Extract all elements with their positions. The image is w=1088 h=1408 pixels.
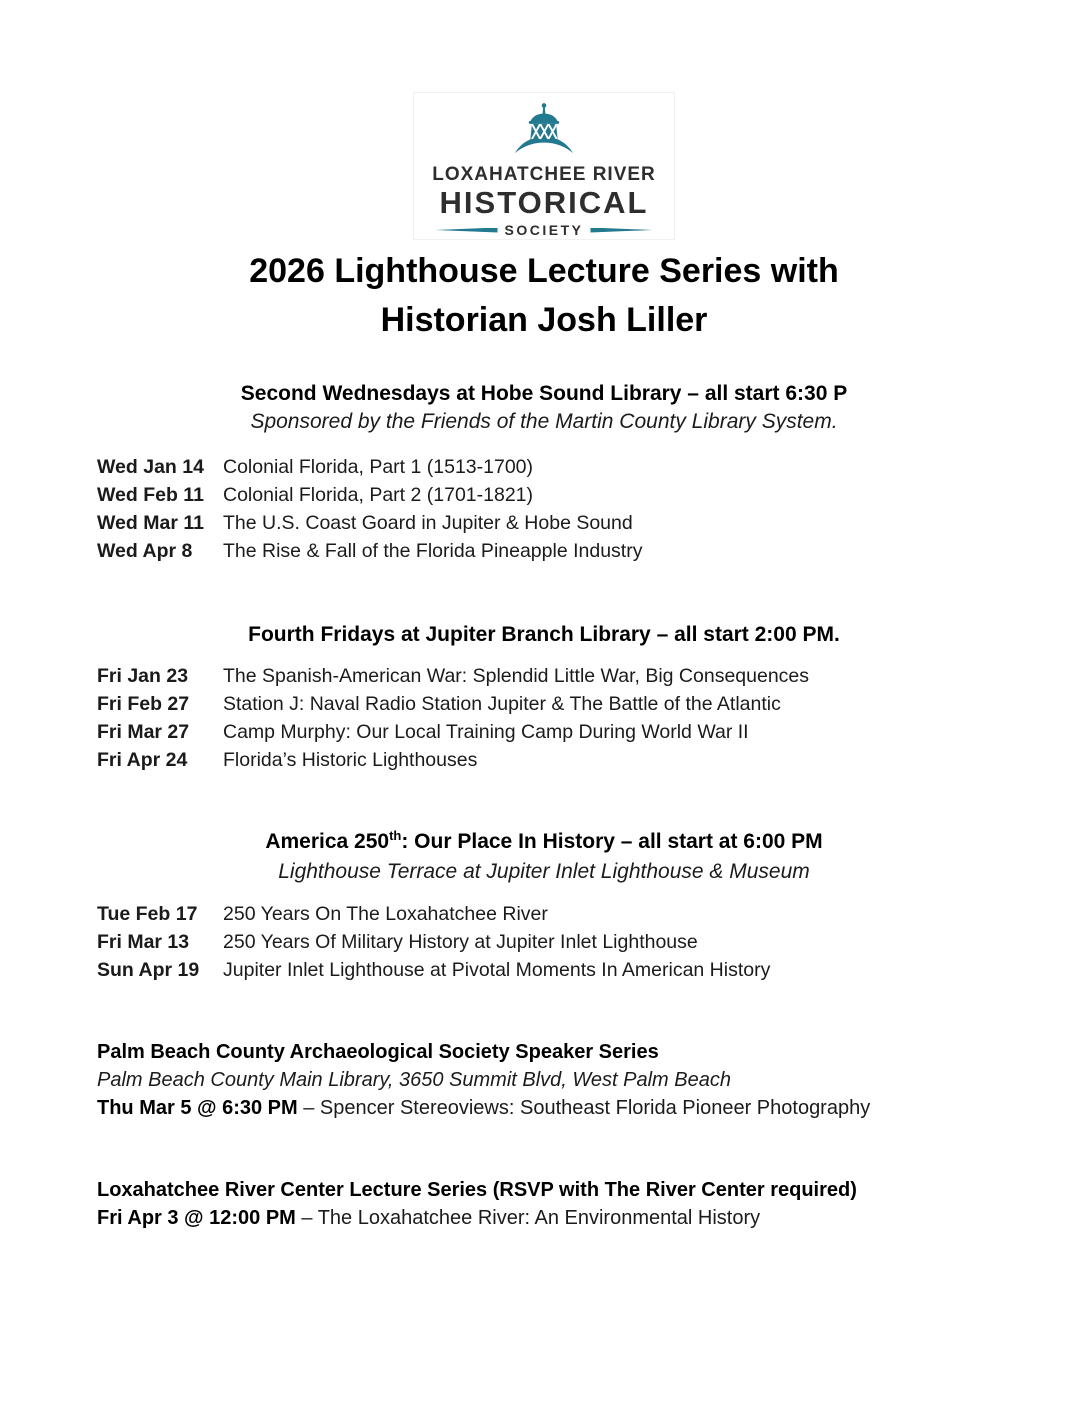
event-topic: The U.S. Coast Goard in Jupiter & Hobe Sound (223, 512, 633, 534)
archaeological-society-block (97, 1038, 870, 1122)
section-heading-text (0, 828, 1088, 858)
event-line (97, 1094, 870, 1122)
event-row (97, 453, 642, 481)
heading-suffix: : Our Place In History – all start at 6:00 PM (401, 830, 823, 853)
event-list-jupiter-branch (97, 662, 809, 774)
event-row (97, 481, 642, 509)
logo-rule-left (436, 228, 498, 233)
event-row (97, 746, 809, 774)
event-topic: The Spanish-American War: Splendid Little War, Big Consequences (223, 665, 810, 687)
event-title: – The Loxahatchee River: An Environmental History (295, 1207, 761, 1229)
event-topic: Station J: Naval Radio Station Jupiter & The Battle of the Atlantic (223, 693, 781, 715)
event-row (97, 718, 809, 746)
section-jupiter-branch-heading (0, 621, 1088, 649)
page-title-line1: 2026 Lighthouse Lecture Series with (249, 252, 839, 290)
event-topic: 250 Years On The Loxahatchee River (223, 903, 548, 925)
section-heading-text: Second Wednesdays at Hobe Sound Library – all start 6:30 P (240, 382, 848, 405)
historical-society-logo (413, 92, 675, 240)
event-date: Wed Jan 14 (97, 456, 204, 478)
logo-text-loxahatchee-river: LOXAHATCHEE RIVER (432, 164, 656, 185)
event-row (97, 900, 770, 928)
event-date: Wed Feb 11 (97, 484, 204, 506)
section-hobe-sound-heading (0, 380, 1088, 436)
event-topic: The Rise & Fall of the Florida Pineapple Industry (223, 540, 643, 562)
event-row (97, 509, 642, 537)
event-date: Sun Apr 19 (97, 959, 200, 981)
event-row (97, 928, 770, 956)
event-line (97, 1204, 857, 1232)
event-row (97, 956, 770, 984)
logo-text-historical: HISTORICAL (439, 185, 649, 220)
event-date: Fri Feb 27 (97, 693, 190, 715)
logo-text-society: SOCIETY (504, 222, 584, 238)
event-date: Wed Apr 8 (97, 540, 193, 562)
event-topic: Camp Murphy: Our Local Training Camp During World War II (223, 721, 749, 743)
event-topic: 250 Years Of Military History at Jupiter Inlet Lighthouse (223, 931, 698, 953)
event-topic: Colonial Florida, Part 1 (1513-1700) (223, 456, 534, 478)
event-date: Fri Mar 13 (97, 931, 190, 953)
event-list-america-250 (97, 900, 770, 984)
section-america-250-heading (0, 828, 1088, 886)
event-row (97, 690, 809, 718)
event-date: Wed Mar 11 (97, 512, 204, 534)
lecture-series-heading: Loxahatchee River Center Lecture Series (RSVP with The River Center required) (97, 1179, 857, 1201)
river-center-block (97, 1176, 857, 1232)
event-topic: Jupiter Inlet Lighthouse at Pivotal Moments In American History (223, 959, 771, 981)
lighthouse-lantern-icon (512, 101, 576, 162)
page-title (0, 247, 1088, 345)
event-datetime: Fri Apr 3 @ 12:00 PM (97, 1207, 296, 1229)
event-date: Tue Feb 17 (97, 903, 198, 925)
event-topic: Colonial Florida, Part 2 (1701-1821) (223, 484, 534, 506)
event-list-hobe-sound (97, 453, 642, 565)
event-date: Fri Apr 24 (97, 749, 188, 771)
heading-prefix: America 250 (265, 830, 390, 853)
speaker-series-heading: Palm Beach County Archaeological Society Speaker Series (97, 1041, 659, 1063)
heading-superscript: th (389, 828, 402, 843)
event-date: Fri Jan 23 (97, 665, 189, 687)
section-subheading-text: Lighthouse Terrace at Jupiter Inlet Lighthouse & Museum (278, 860, 810, 883)
page-title-line2: Historian Josh Liller (380, 301, 708, 339)
logo-society-row (436, 222, 653, 238)
event-topic: Florida’s Historic Lighthouses (223, 749, 478, 771)
event-date: Fri Mar 27 (97, 721, 190, 743)
event-datetime: Thu Mar 5 @ 6:30 PM (97, 1097, 298, 1119)
venue-line: Palm Beach County Main Library, 3650 Summit Blvd, West Palm Beach (97, 1069, 731, 1091)
event-row (97, 537, 642, 565)
event-row (97, 662, 809, 690)
event-title: – Spencer Stereoviews: Southeast Florida Pioneer Photography (297, 1097, 871, 1119)
section-subheading-text: Sponsored by the Friends of the Martin County Library System. (250, 410, 838, 433)
section-heading-text: Fourth Fridays at Jupiter Branch Library – all start 2:00 PM. (248, 623, 840, 646)
logo-rule-right (590, 228, 652, 233)
